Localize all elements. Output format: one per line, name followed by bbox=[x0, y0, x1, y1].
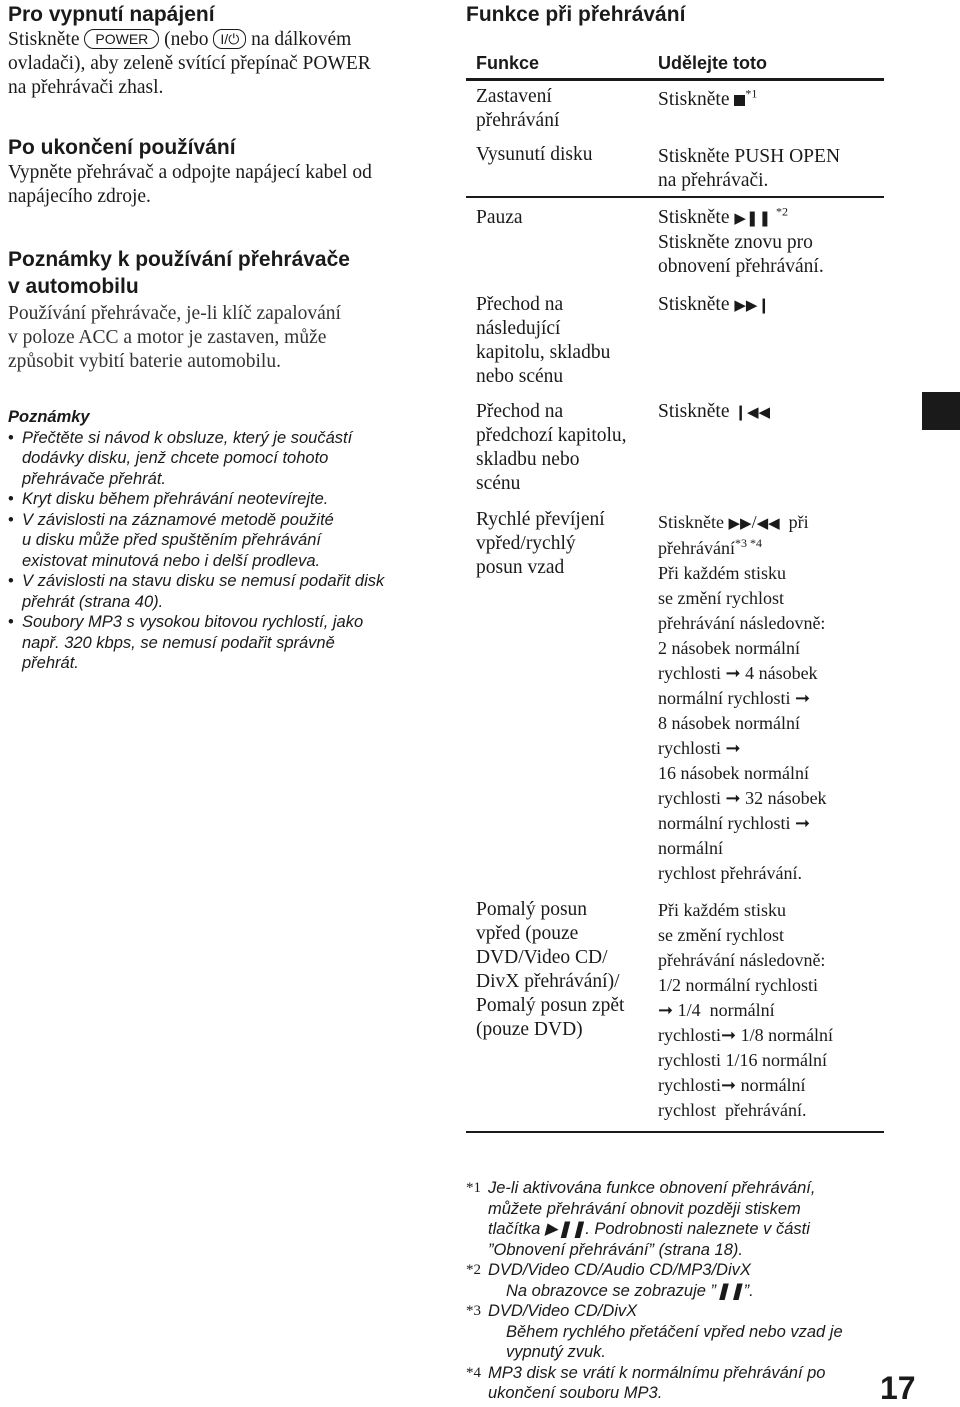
table-group bbox=[466, 81, 884, 198]
table-row-eject: Vysunutí disku Stiskněte PUSH OPEN na přehrávači. bbox=[476, 144, 841, 191]
table-row-pause: Pauza Stiskněte ▶❚❚ $^{*2}$ Stiskněte znovu pro obnovení přehrávání. bbox=[476, 204, 824, 277]
table-row-fast-scan: Rychlé převíjení vpřed/rychlý posun vzad Stiskněte ▶▶/◀◀ při přehrávání$^{*3 *4}$ Při každém stisku se změní rychlost přehrávání následovně: 2 násobek normální rychlosti ➞ 4 násobek normální rychlosti ➞ 8 násobek normální rychlosti ➞ 16 násobek normální rychlosti ➞ 32 násobek normální rychlosti ➞ normální rychlost přehrávání. bbox=[476, 509, 827, 883]
stop-icon bbox=[734, 95, 745, 106]
note-item: • V závislosti na stavu disku se nemusí podařit disk přehrát (strana 40). bbox=[8, 571, 448, 612]
fast-forward-icon: ▶▶ bbox=[728, 515, 752, 532]
table-row-stop: Zastavení přehrávání Stiskněte $^{*1}$ bbox=[476, 86, 758, 131]
section-body-car-use: Používání přehrávače, je-li klíč zapalování v poloze ACC a motor je zastaven, může způsobit vybití baterie automobilu. bbox=[8, 303, 341, 372]
footnote-1: *1 Je-li aktivována funkce obnovení přehrávání, můžete přehrávání obnovit později stiskem tlačítka ▶❚❚. Podrobnosti naleznete v části ”Obnovení přehrávání” (strana 18). bbox=[466, 1179, 816, 1259]
table-group bbox=[466, 198, 884, 1133]
playback-functions-title: Funkce při přehrávání bbox=[466, 3, 686, 26]
footnote-2: *2 DVD/Video CD/Audio CD/MP3/DivX Na obrazovce se zobrazuje ”❚❚”. bbox=[466, 1261, 754, 1300]
footnote-3: *3 DVD/Video CD/DivX Během rychlého přetáčení vpřed nebo vzad je vypnutý zvuk. bbox=[466, 1302, 843, 1361]
power-key-icon: POWER bbox=[84, 29, 159, 49]
notes-heading: Poznámky bbox=[8, 408, 90, 426]
play-pause-icon: ▶❚❚ bbox=[734, 210, 772, 227]
section-body-after-use: Vypněte přehrávač a odpojte napájecí kabel od napájecího zdroje. bbox=[8, 162, 372, 207]
table-row-previous: Přechod na předchozí kapitolu, skladbu nebo scénu Stiskněte ❙◀◀ bbox=[476, 401, 771, 494]
section-body-power-off: Stiskněte POWER (nebo I/⏻ na dálkovém ovladači), aby zeleně svítící přepínač POWER na přehrávači zhasl. bbox=[8, 29, 371, 98]
table-row-slow-motion: Pomalý posun vpřed (pouze DVD/Video CD/ DivX přehrávání)/ Pomalý posun zpět (pouze DVD) Při každém stisku se změní rychlost přehrávání následovně: 1/2 normální rychlosti ➞ 1/4 normální rychlosti➞ 1/8 normální rychlosti 1/16 normální rychlosti➞ normální rychlost přehrávání. bbox=[476, 899, 834, 1120]
fast-reverse-icon: ◀◀ bbox=[756, 515, 780, 532]
next-track-icon: ▶▶❙ bbox=[734, 297, 771, 314]
footnote-4: *4 MP3 disk se vrátí k normálnímu přehrávání po ukončení souboru MP3. bbox=[466, 1363, 826, 1402]
right-column bbox=[466, 2, 884, 1133]
section-title-after-use: Po ukončení používání bbox=[8, 136, 236, 159]
on-standby-key-icon: I/⏻ bbox=[213, 29, 246, 49]
table-header bbox=[466, 53, 884, 81]
column-header-action: Udělejte toto bbox=[658, 53, 768, 73]
section-title-car-use: Poznámky k používání přehrávače v automobilu bbox=[8, 248, 350, 298]
table-row-next: Přechod na následující kapitolu, skladbu nebo scénu Stiskněte ▶▶❙ bbox=[476, 294, 771, 387]
footnotes bbox=[466, 1178, 906, 1404]
note-item: • Přečtěte si návod k obsluze, který je součástí dodávky disku, jenž chcete pomocí tohoto přehrávače přehrát. bbox=[8, 428, 448, 490]
column-header-function: Funkce bbox=[476, 53, 540, 73]
note-item: • V závislosti na záznamové metodě použité u disku může před spuštěním přehrávání existovat minutová nebo i delší prodleva. bbox=[8, 510, 448, 572]
note-item: • Soubory MP3 s vysokou bitovou rychlostí, jako např. 320 kbps, se nemusí podařit správně přehrát. bbox=[8, 612, 448, 674]
left-column bbox=[8, 2, 448, 674]
notes-list bbox=[8, 428, 448, 674]
note-item: • Kryt disku během přehrávání neotevírejte. bbox=[8, 489, 448, 510]
previous-track-icon: ❙◀◀ bbox=[734, 404, 771, 421]
section-title-power-off: Pro vypnutí napájení bbox=[8, 3, 215, 26]
page-number: 17 bbox=[880, 1370, 916, 1406]
section-tab-marker bbox=[922, 392, 960, 430]
